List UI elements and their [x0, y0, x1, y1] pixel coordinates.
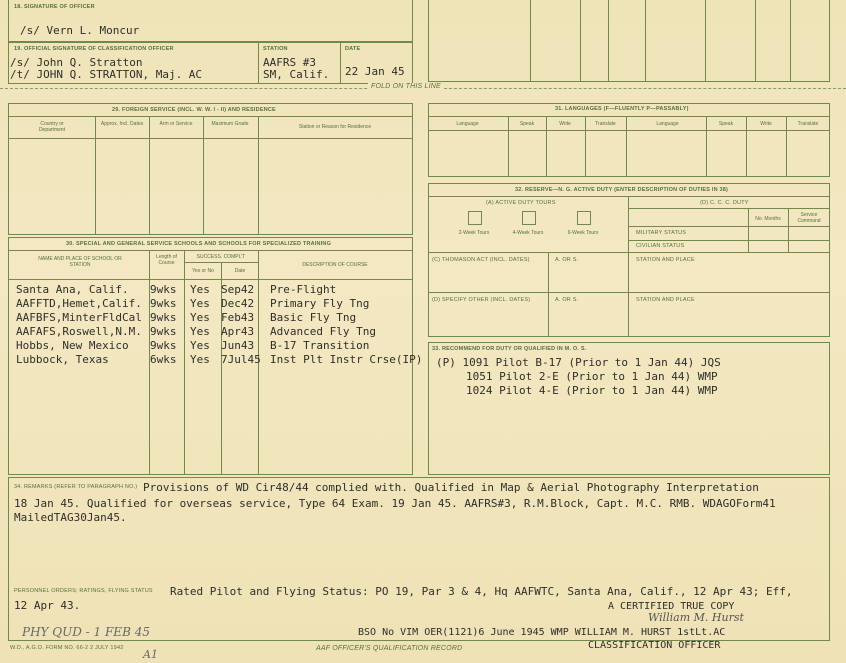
field-18-label: 18. SIGNATURE OF OFFICER [14, 4, 95, 10]
school-row-1-length: 9wks [150, 283, 177, 296]
station-label: STATION [263, 46, 288, 52]
school-row-5-desc: B-17 Transition [270, 339, 370, 352]
tour-6wk-label: 6-Week Tours [567, 230, 599, 236]
lang-col-5: Language [656, 121, 679, 127]
form-number: W.D., A.G.O. FORM NO. 66-2 2 JULY 1942 [10, 645, 124, 651]
col-success: SUCCESS. COMPL'T [196, 254, 246, 260]
certifier-signature: William M. Hurst [648, 611, 744, 624]
phy-qud-stamp: PHY QUD - 1 FEB 45 [22, 625, 150, 639]
school-row-5-name: Hobbs, New Mexico [16, 339, 129, 352]
mos-line-1: (P) 1091 Pilot B-17 (Prior to 1 Jan 44) JQS [436, 356, 721, 369]
station-place-label-2: STATION AND PLACE [636, 297, 695, 303]
lang-col-4: Translate [595, 121, 616, 127]
col-arm: Arm or Service [159, 121, 193, 127]
languages-box [428, 103, 830, 177]
mos-line-2: 1051 Pilot 2-E (Prior to 1 Jan 44) WMP [466, 370, 718, 383]
lang-col-8: Translate [797, 121, 819, 127]
col-school-name: NAME AND PLACE OF SCHOOL OR STATION [38, 256, 122, 268]
field-29-label: 29. FOREIGN SERVICE (INCL. W. W. I - II) AND RESIDENCE [112, 107, 276, 113]
officer-signature-value: /s/ Vern L. Moncur [20, 24, 140, 37]
col-description: DESCRIPTION OF COURSE [302, 262, 368, 268]
col-station: Station or Reason for Residence [298, 124, 372, 130]
lang-col-6: Speak [718, 121, 734, 127]
school-row-4-length: 9wks [150, 325, 177, 338]
mos-line-3: 1024 Pilot 4-E (Prior to 1 Jan 44) WMP [466, 384, 718, 397]
school-row-4-yes: Yes [190, 325, 210, 338]
remarks-line-1: Provisions of WD Cir48/44 complied with. Qualified in Map & Aerial Photography Interpretation [143, 481, 759, 494]
school-row-5-date: Jun43 [221, 339, 255, 352]
remarks-line-3: MailedTAG30Jan45. [14, 511, 127, 524]
tour-2wk-label: 2-Week Tours [458, 230, 490, 236]
civilian-status-label: CIVILIAN STATUS [636, 243, 685, 249]
classification-officer-signature: /s/ John Q. Stratton [10, 56, 143, 69]
field-32-label: 32. RESERVE—N. G. ACTIVE DUTY (ENTER DESCRIPTION OF DUTIES IN 38) [515, 187, 729, 193]
form-title-footer: AAF OFFICER'S QUALIFICATION RECORD [316, 645, 463, 652]
a-or-s-label-2: A. OR S. [555, 297, 579, 303]
col-dates: Approx. Incl. Dates [100, 121, 144, 127]
school-row-4-date: Apr43 [221, 325, 255, 338]
certified-true-copy: A CERTIFIED TRUE COPY [608, 601, 735, 612]
school-row-3-length: 9wks [150, 311, 177, 324]
school-row-2-yes: Yes [190, 297, 210, 310]
col-country: Country or Department [38, 121, 66, 133]
school-row-2-length: 9wks [150, 297, 177, 310]
specify-other-label: (D) SPECIFY OTHER (INCL. DATES) [432, 297, 531, 303]
personnel-orders-label: PERSONNEL ORDERS; RATINGS, FLYING STATUS [14, 588, 153, 594]
ccc-duty-label: (D) C. C. C. DUTY [700, 200, 749, 206]
station-value-1: AAFRS #3 [263, 56, 316, 69]
station-place-label-1: STATION AND PLACE [636, 257, 695, 263]
school-row-1-name: Santa Ana, Calif. [16, 283, 129, 296]
classification-officer-typed-name: /t/ JOHN Q. STRATTON, Maj. AC [10, 68, 203, 81]
station-value-2: SM, Calif. [263, 68, 330, 81]
no-months-label: No. Months [755, 216, 781, 222]
tour-6wk-checkbox[interactable] [577, 211, 591, 225]
col-length: Length of Course [156, 254, 177, 266]
school-row-1-yes: Yes [190, 283, 210, 296]
school-row-2-name: AAFFTD,Hemet,Calif. [16, 297, 142, 310]
school-row-2-desc: Primary Fly Tng [270, 297, 370, 310]
service-command-label: Service Command [797, 212, 821, 224]
thomason-label: (C) THOMASON ACT (INCL. DATES) [432, 257, 530, 263]
orders-line-2: 12 Apr 43. [14, 599, 81, 612]
tour-4wk-label: 4-Week Tours [512, 230, 544, 236]
tour-4wk-checkbox[interactable] [522, 211, 536, 225]
lang-col-3: Write [559, 121, 571, 127]
certification-line: BSO No VIM OER(1121)6 June 1945 WMP WILLIAM M. HURST 1stLt.AC [358, 627, 726, 638]
date-value: 22 Jan 45 [345, 65, 405, 78]
school-row-3-yes: Yes [190, 311, 210, 324]
handwritten-initial: A1 [143, 648, 158, 661]
lang-col-1: Language [456, 121, 479, 127]
orders-line-1: Rated Pilot and Flying Status: PO 19, Par 3 & 4, Hq AAFWTC, Santa Ana, Calif., 12 Apr 43; Eff, [170, 585, 793, 598]
school-row-6-yes: Yes [190, 353, 210, 366]
school-row-5-yes: Yes [190, 339, 210, 352]
field-33-label: 33. RECOMMEND FOR DUTY OR QUALIFIED IN M. O. S. [432, 346, 587, 352]
col-yes-no: Yes or No [192, 268, 214, 274]
school-row-1-date: Sep42 [221, 283, 255, 296]
tour-2wk-checkbox[interactable] [468, 211, 482, 225]
fold-line-label: FOLD ON THIS LINE [368, 83, 444, 90]
school-row-6-length: 6wks [150, 353, 177, 366]
school-row-6-name: Lubbock, Texas [16, 353, 109, 366]
school-row-4-name: AAFAFS,Roswell,N.M. [16, 325, 142, 338]
field-30-label: 30. SPECIAL AND GENERAL SERVICE SCHOOLS AND SCHOOLS FOR SPECIALIZED TRAINING [66, 241, 332, 247]
school-row-4-desc: Advanced Fly Tng [270, 325, 376, 338]
col-grade: Maximum Grade [211, 121, 249, 127]
lang-col-7: Write [760, 121, 772, 127]
school-row-3-date: Feb43 [221, 311, 255, 324]
school-row-3-name: AAFBFS,MinterFldCal [16, 311, 142, 324]
col-date: Date [234, 268, 246, 274]
school-row-6-date: 7Jul45 [221, 353, 261, 366]
top-right-grid [428, 0, 830, 82]
lang-col-2: Speak [519, 121, 535, 127]
military-status-label: MILITARY STATUS [636, 230, 687, 236]
active-duty-label: (A) ACTIVE DUTY TOURS [486, 200, 556, 206]
remarks-line-2: 18 Jan 45. Qualified for overseas service, Type 64 Exam. 19 Jan 45. AAFRS#3, R.M.Block, Capt. M.C. RMB. WDAGOForm41 [14, 497, 776, 510]
school-row-6-desc: Inst Plt Instr Crse(IP) [270, 353, 423, 366]
field-19-label: 19. OFFICIAL SIGNATURE OF CLASSIFICATION OFFICER [14, 46, 174, 52]
school-row-1-desc: Pre-Flight [270, 283, 337, 296]
field-31-label: 31. LANGUAGES (F—FLUENTLY P—PASSABLY) [555, 106, 689, 112]
school-row-2-date: Dec42 [221, 297, 255, 310]
school-row-3-desc: Basic Fly Tng [270, 311, 357, 324]
field-34-label: 34. REMARKS (REFER TO PARAGRAPH NO.) [14, 484, 138, 490]
classification-officer-title: CLASSIFICATION OFFICER [588, 640, 721, 651]
school-row-5-length: 9wks [150, 339, 177, 352]
date-label: DATE [345, 46, 361, 52]
a-or-s-label-1: A. OR S. [555, 257, 579, 263]
